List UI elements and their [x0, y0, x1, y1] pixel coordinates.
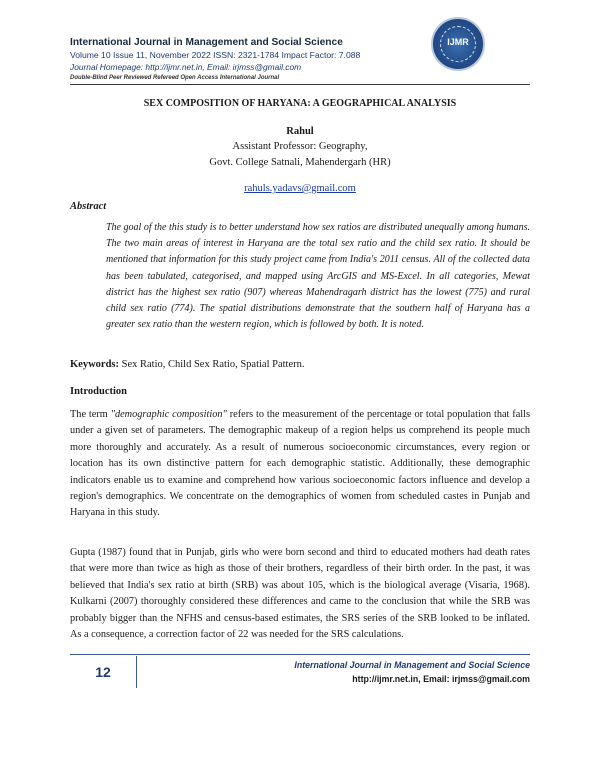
page-number: 12	[95, 664, 111, 680]
p1-rest: refers to the measurement of the percentage or total population that falls under a given set of parameters. The demographic makeup of a region helps us comprehend its people much more thoroughly and accurately. As a result of numerous socioeconomic circumstances, every region or location has its own distinctive pattern for each demographic statistic. Additionally, these demographic indicators enable us to examine and comprehend how various socioeconomic factors influence and develop a region's demographics. We concentrate on the demographics of women from scheduled castes in Punjab and Haryana in this study.	[70, 409, 531, 519]
footer-url-email[interactable]: http://ijmr.net.in, Email: irjmss@gmail.com	[352, 674, 530, 684]
author-institution: Govt. College Satnali, Mahendergarh (HR)	[209, 157, 391, 168]
p1-term: "demographic composition"	[110, 409, 227, 420]
journal-header	[70, 36, 430, 83]
keywords-line	[70, 359, 530, 370]
page-number-separator	[136, 656, 137, 688]
abstract-text: The goal of the this study is to better understand how sex ratios are distributed unequally among humans. The two main areas of interest in Haryana are the total sex ratio and the child sex ratio. It should be mentioned that information for this study project came from India's 2011 census. All of the collected data has been tabulated, categorised, and mapped using ArcGIS and MS-Excel. In all categories, Mewat district has the highest sex ratio (907) whereas Mahendragarh district has the lowest (775) and rural child sex ratio (774). The spatial distributions demonstrate that the southern half of Haryana has a greater sex ratio than the western region, which is followed by both. It is noted.	[106, 222, 530, 331]
introduction-heading: Introduction	[70, 386, 127, 397]
footer-journal-title: International Journal in Management and Social Science	[294, 660, 530, 670]
issue-info: Volume 10 Issue 11, November 2022 ISSN: 2321-1784 Impact Factor: 7.088	[70, 50, 361, 60]
footer-divider	[70, 654, 530, 655]
journal-title: International Journal in Management and Social Science	[70, 37, 343, 48]
journal-logo	[431, 17, 485, 71]
author-position: Assistant Professor: Geography,	[232, 141, 368, 152]
keywords-text: Sex Ratio, Child Sex Ratio, Spatial Pattern.	[119, 359, 305, 370]
journal-homepage[interactable]: Journal Homepage: http://ijmr.net.in, Email: irjmss@gmail.com	[70, 62, 302, 72]
introduction-paragraph-2: Gupta (1987) found that in Punjab, girls who were born second and third to educated mothers had death rates that were more than twice as high as those of their brothers, regardless of their birth order. In the past, it was believed that India's sex ratio at birth (SRB) was about 105, which is the biological average (Visaria, 1968). Kulkarni (2007) thoroughly considered these differences and came to the conclusion that while the SRB was probably bigger than the NFHS and census-based estimates, the SRS series of the SRB looked to be inflated. As a consequence, a correction factor of 22 was needed for the SRS calculations.	[70, 547, 530, 641]
peer-review-note: Double-Blind Peer Reviewed Refereed Open Access International Journal	[70, 75, 280, 81]
p1-lead: The term	[70, 409, 111, 420]
introduction-paragraph-1	[70, 407, 530, 522]
keywords-label: Keywords:	[70, 359, 119, 370]
abstract-heading: Abstract	[70, 201, 107, 212]
author-email-link[interactable]: rahuls.yadavs@gmail.com	[244, 183, 356, 194]
article-title: SEX COMPOSITION OF HARYANA: A GEOGRAPHICAL ANALYSIS	[143, 98, 457, 109]
author-name: Rahul	[286, 126, 314, 137]
logo-text: IJMR	[447, 37, 469, 47]
header-divider	[70, 84, 530, 85]
